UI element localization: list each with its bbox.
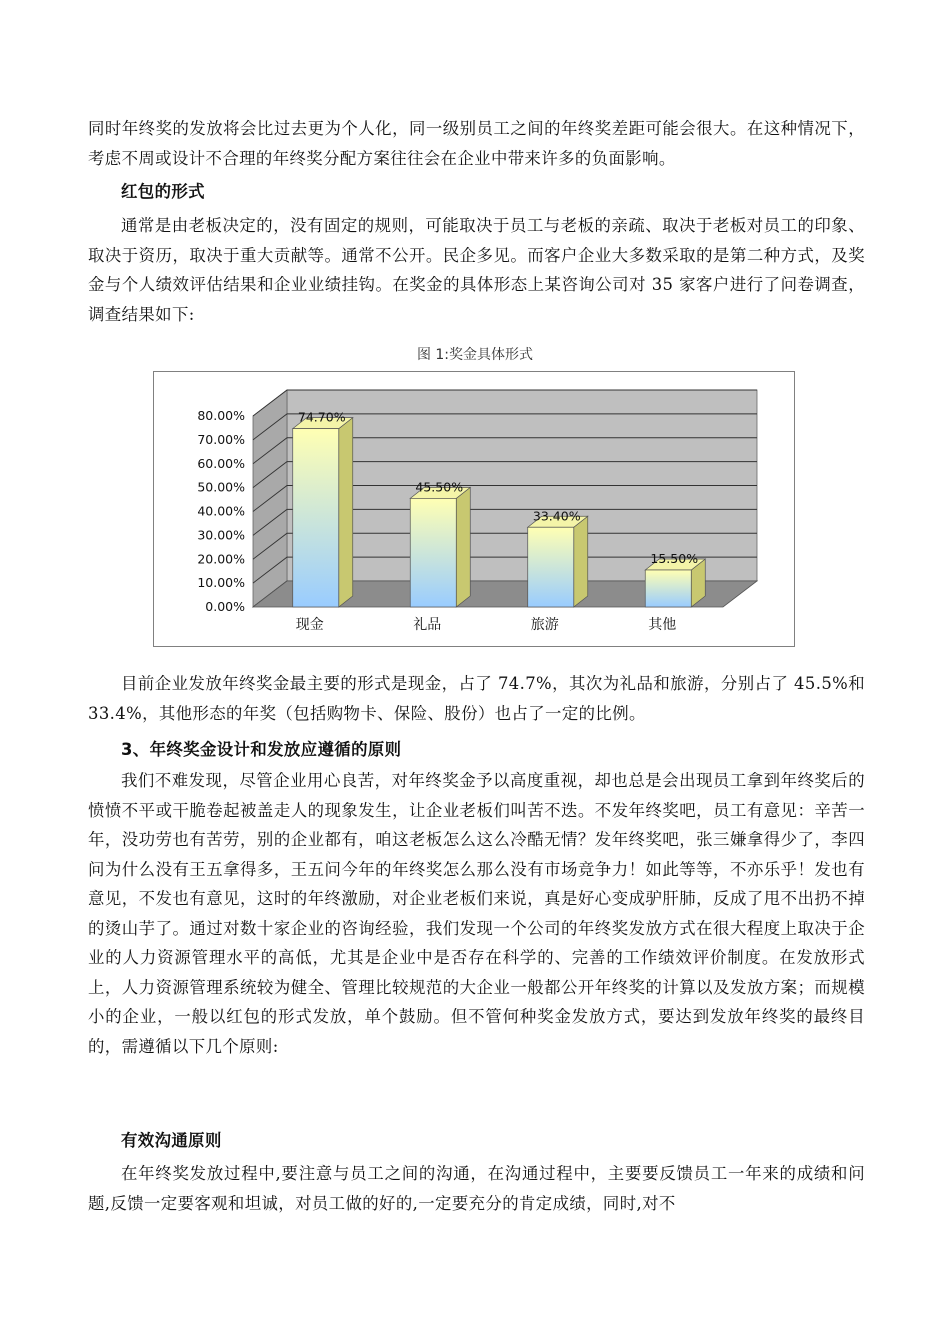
y-tick-label: 20.00% — [197, 551, 245, 567]
x-tick-label: 现金 — [295, 617, 324, 633]
data-label: 33.40% — [532, 508, 581, 524]
bar-3 — [528, 527, 574, 607]
bar-4 — [645, 570, 691, 607]
data-label: 15.50% — [650, 550, 699, 566]
x-tick-label: 其他 — [648, 617, 677, 633]
bar-1 — [293, 429, 339, 607]
paragraph-principles: 我们不难发现，尽管企业用心良苦，对年终奖金予以高度重视，却也总是会出现员工拿到年终奖后的愤愤不平或干脆卷起被盖走人的现象发生，让企业老板们叫苦不迭。不发年终奖吧，员工有意见：辛苦一年，没功劳也有苦劳，别的企业都有，咱这老板怎么这么冷酷无情？发年终奖吧，张三嫌拿得少了，李四问为什么没有王五拿得多，王五问今年的年终奖怎么那么没有市场竞争力！如此等等，不亦乐乎！发也有意见，不发也有意见，这时的年终激励，对企业老板们来说，真是好心变成驴肝肺，反成了甩不出扔不掉的烫山芋了。通过对数十家企业的咨询经验，我们发现一个公司的年终奖发放方式在很大程度上取决于企业的人力资源管理水平的高低，尤其是企业中是否存在科学的、完善的工作绩效评价制度。在发放形式上，人力资源管理系统较为健全、管理比较规范的大企业一般都公开年终奖的计算以及发放方案；而规模小的企业，一般以红包的形式发放，单个鼓励。但不管何种奖金发放方式，要达到发放年终奖的最终目的，需遵循以下几个原则: — [88, 771, 865, 1056]
heading-principles: 3、年终奖金设计和发放应遵循的原则 — [121, 740, 402, 759]
y-tick-label: 60.00% — [197, 455, 245, 471]
bar-side-1 — [339, 418, 353, 607]
y-tick-label: 80.00% — [197, 408, 245, 423]
paragraph-intro: 同时年终奖的发放将会比过去更为个人化，同一级别员工之间的年终奖差距可能会很大。在这种情况下，考虑不周或设计不合理的年终奖分配方案往往会在企业中带来许多的负面影响。 — [88, 119, 865, 168]
y-tick-label: 30.00% — [197, 527, 245, 543]
y-tick-label: 40.00% — [197, 503, 245, 519]
paragraph-communication: 在年终奖发放过程中,要注意与员工之间的沟通，在沟通过程中，主要要反馈员工一年来的成绩和问题,反馈一定要客观和坦诚，对员工做的好的,一定要充分的肯定成绩，同时,对不 — [88, 1164, 865, 1213]
data-label: 74.70% — [297, 409, 346, 425]
y-tick-label: 50.00% — [197, 479, 245, 495]
y-tick-label: 0.00% — [205, 599, 245, 614]
y-tick-label: 10.00% — [197, 575, 245, 591]
paragraph-summary: 目前企业发放年终奖金最主要的形式是现金，占了 74.7%，其次为礼品和旅游，分别占了 45.5%和 33.4%，其他形态的年奖（包括购物卡、保险、股份）也占了一定的比例。 — [88, 674, 865, 723]
x-tick-label: 旅游 — [530, 617, 559, 633]
bar-chart — [153, 371, 795, 647]
bar-side-3 — [574, 516, 588, 607]
paragraph-hongbao: 通常是由老板决定的，没有固定的规则，可能取决于员工与老板的亲疏、取决于老板对员工的印象、取决于资历，取决于重大贡献等。通常不公开。民企多见。而客户企业大多数采取的是第二种方式，及奖金与个人绩效评估结果和企业业绩挂钩。在奖金的具体形态上某咨询公司对 35 家客户进行了问卷调查，调查结果如下: — [88, 216, 865, 324]
bar-2 — [410, 498, 456, 607]
heading-communication: 有效沟通原则 — [121, 1131, 222, 1150]
y-tick-label: 70.00% — [197, 431, 245, 447]
x-tick-label: 礼品 — [413, 617, 442, 633]
bar-side-2 — [456, 487, 470, 607]
heading-hongbao: 红包的形式 — [121, 182, 205, 201]
figure-caption: 图 1:奖金具体形式 — [416, 347, 534, 363]
data-label: 45.50% — [415, 479, 464, 495]
